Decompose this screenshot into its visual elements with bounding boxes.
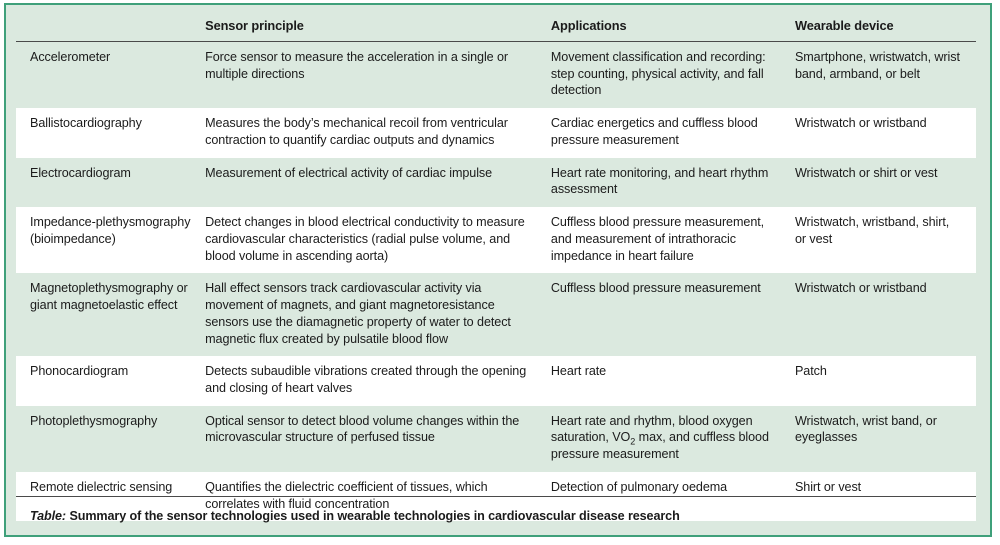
table-row xyxy=(16,273,976,356)
cell-sensor-principle: Hall effect sensors track cardiovascular activity via movement of magnets, and giant magnetoresistance sensors use the diamagnetic property of water to detect magnetic flux created by pulsatile blood flow xyxy=(205,273,551,356)
cell-applications: Movement classification and recording: step counting, physical activity, and fall detection xyxy=(551,42,795,109)
column-header-sensor-name xyxy=(16,5,205,42)
cell-sensor-name: Ballistocardiography xyxy=(16,108,205,157)
column-header-sensor-principle: Sensor principle xyxy=(205,5,551,42)
table-body xyxy=(16,42,976,522)
cell-sensor-name: Magnetoplethysmography or giant magnetoelastic effect xyxy=(16,273,205,356)
cell-sensor-principle: Measurement of electrical activity of cardiac impulse xyxy=(205,158,551,207)
cell-applications: Heart rate and rhythm, blood oxygen saturation, $VO_2$ max, and cuffless blood pressure measurement xyxy=(551,406,795,472)
cell-applications: Heart rate xyxy=(551,356,795,405)
column-header-applications: Applications xyxy=(551,5,795,42)
cell-wearable-device: Shirt or vest xyxy=(795,472,976,521)
cell-sensor-principle: Force sensor to measure the acceleration in a single or multiple directions xyxy=(205,42,551,109)
caption-label: Table: xyxy=(30,509,67,523)
cell-sensor-principle: Measures the body’s mechanical recoil from ventricular contraction to quantify cardiac outputs and dynamics xyxy=(205,108,551,157)
table-row xyxy=(16,207,976,273)
cell-wearable-device: Wristwatch or wristband xyxy=(795,108,976,157)
cell-sensor-name: Photoplethysmography xyxy=(16,406,205,472)
cell-sensor-principle: Optical sensor to detect blood volume changes within the microvascular structure of perfused tissue xyxy=(205,406,551,472)
table-row xyxy=(16,158,976,207)
cell-wearable-device: Wristwatch, wristband, shirt, or vest xyxy=(795,207,976,273)
cell-applications: Heart rate monitoring, and heart rhythm assessment xyxy=(551,158,795,207)
cell-applications: Cuffless blood pressure measurement xyxy=(551,273,795,356)
table-row xyxy=(16,108,976,157)
table-caption xyxy=(30,509,970,523)
sensor-technologies-table xyxy=(16,5,976,521)
cell-applications: Cardiac energetics and cuffless blood pressure measurement xyxy=(551,108,795,157)
cell-sensor-principle: Detect changes in blood electrical conductivity to measure cardiovascular characteristics (radial pulse volume, and blood volume in ascending aorta) xyxy=(205,207,551,273)
caption-text: Summary of the sensor technologies used in wearable technologies in cardiovascular disease research xyxy=(69,509,680,523)
caption-divider xyxy=(16,496,976,497)
cell-wearable-device: Smartphone, wristwatch, wrist band, armband, or belt xyxy=(795,42,976,109)
table-row xyxy=(16,42,976,109)
cell-sensor-name: Electrocardiogram xyxy=(16,158,205,207)
cell-wearable-device: Wristwatch or shirt or vest xyxy=(795,158,976,207)
cell-applications: Cuffless blood pressure measurement, and measurement of intrathoracic impedance in heart failure xyxy=(551,207,795,273)
cell-wearable-device: Wristwatch or wristband xyxy=(795,273,976,356)
table-header xyxy=(16,5,976,42)
table-container xyxy=(16,5,976,521)
table-row xyxy=(16,406,976,472)
table-panel xyxy=(4,3,992,537)
cell-wearable-device: Patch xyxy=(795,356,976,405)
cell-applications: Detection of pulmonary oedema xyxy=(551,472,795,521)
cell-sensor-name: Phonocardiogram xyxy=(16,356,205,405)
cell-sensor-principle: Quantifies the dielectric coefficient of tissues, which correlates with fluid concentration xyxy=(205,472,551,521)
cell-sensor-name: Impedance-plethysmography (bioimpedance) xyxy=(16,207,205,273)
column-header-wearable-device: Wearable device xyxy=(795,5,976,42)
cell-sensor-name: Remote dielectric sensing xyxy=(16,472,205,521)
table-row xyxy=(16,356,976,405)
table-header-row xyxy=(16,5,976,42)
cell-sensor-principle: Detects subaudible vibrations created through the opening and closing of heart valves xyxy=(205,356,551,405)
cell-sensor-name: Accelerometer xyxy=(16,42,205,109)
cell-wearable-device: Wristwatch, wrist band, or eyeglasses xyxy=(795,406,976,472)
